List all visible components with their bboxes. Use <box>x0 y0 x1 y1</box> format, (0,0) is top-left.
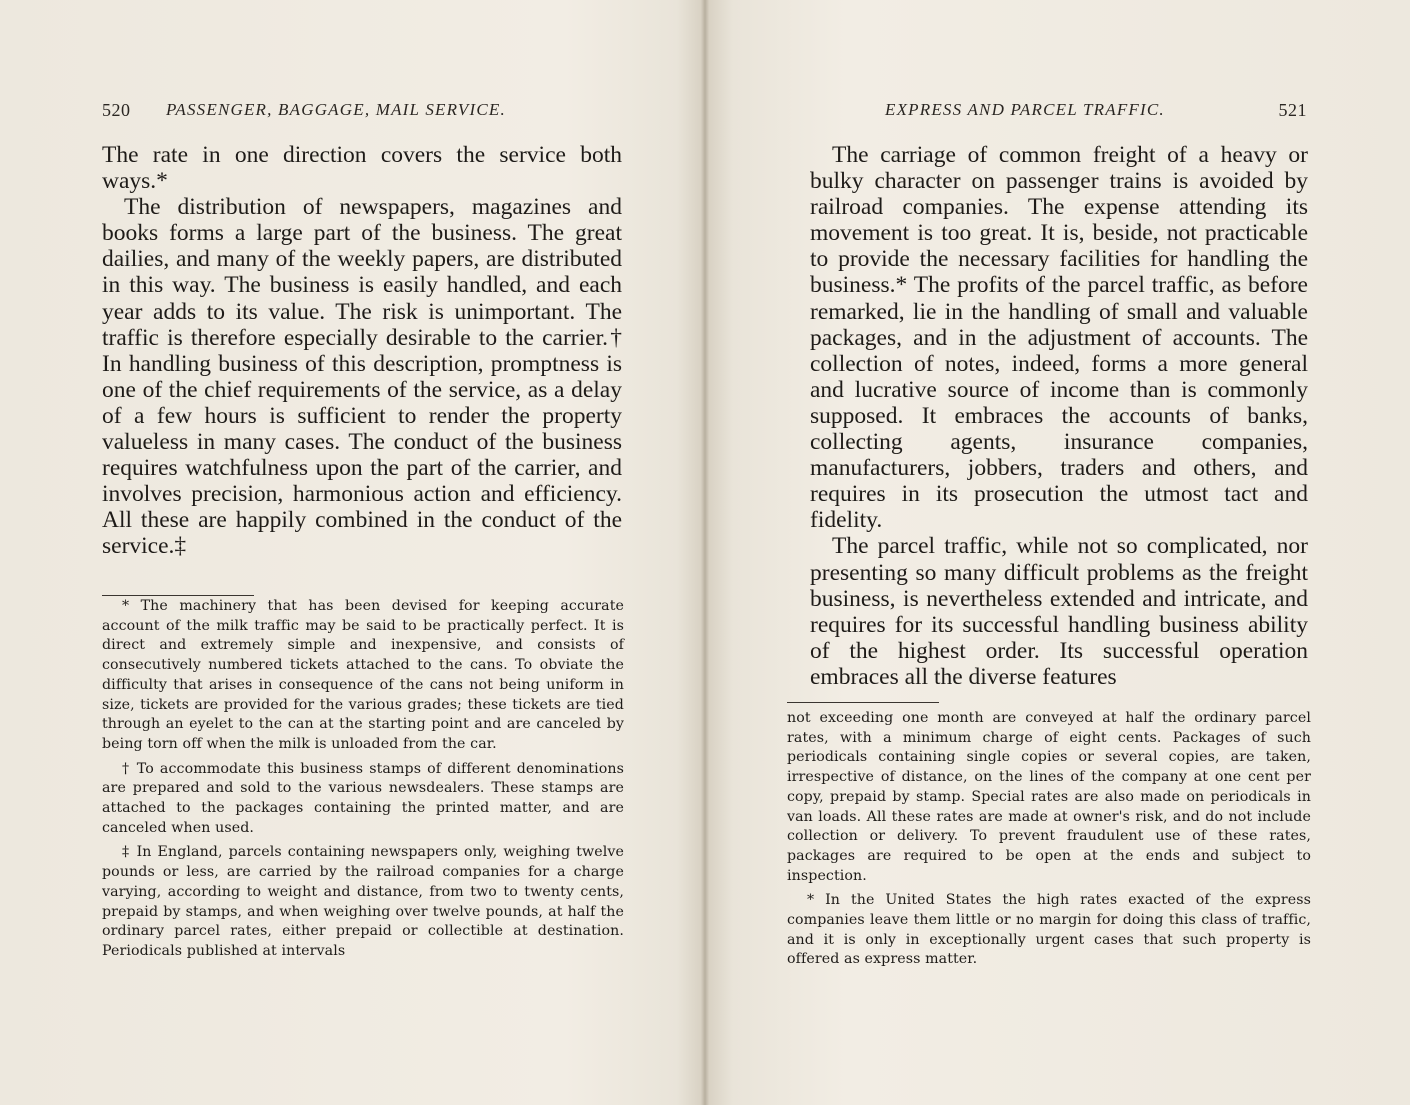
page-number: 520 <box>102 100 131 120</box>
footnote-rule <box>102 595 254 596</box>
running-head-left <box>102 100 622 124</box>
footnote: * In the United States the high rates exacted of the express companies leave them little or no margin for doing this class of traffic, and it is only in exceptionally urgent cases that such property is offered as express matter. <box>787 892 1311 968</box>
page-number: 521 <box>1278 100 1307 120</box>
footnote: ‡ In England, parcels containing newspapers only, weighing twelve pounds or less, are carried by the railroad companies for a charge varying, according to weight and distance, from two to twenty cents, prepaid by stamps, and when weighing over twelve pounds, at half the ordinary parcel rates, either prepaid or collectible at destination. Periodicals published at intervals <box>102 844 624 959</box>
paragraph: The rate in one direction covers the service both ways.* <box>102 142 622 195</box>
footnote: not exceeding one month are conveyed at half the ordinary parcel rates, with a minimum charge of eight cents. Packages of such periodicals containing single copies or several copies, are taken, irrespective of distance, on the lines of the company at one cent per copy, prepaid by stamp. Special rates are also made on periodicals in van loads. All these rates are made at owner's risk, and do not include collection or delivery. To prevent fraudulent use of these rates, packages are required to be open at the ends and subject to inspection. <box>787 710 1311 884</box>
body-text-left <box>102 142 622 560</box>
running-head-right <box>885 100 1307 124</box>
footnotes-left <box>102 597 624 967</box>
paragraph: The carriage of common freight of a heavy or bulky character on passenger trains is avoided by railroad companies. The expense attending its movement is too great. It is, beside, not practicable to provide the necessary facilities for handling the business.* The profits of the parcel traffic, as before remarked, lie in the handling of small and valuable packages, and in the adjustment of accounts. The collection of notes, indeed, forms a more general and lucrative source of income than is commonly supposed. It embraces the accounts of banks, collecting agents, insurance companies, manufacturers, jobbers, traders and others, and requires in its prosecution the utmost tact and fidelity. <box>810 142 1308 534</box>
running-title: PASSENGER, BAGGAGE, MAIL SERVICE. <box>166 100 506 119</box>
footnote: * The machinery that has been devised for keeping accurate account of the milk traffic may be said to be practically perfect. It is direct and extremely simple and inexpensive, and consists of consecutively numbered tickets attached to the cans. To obviate the difficulty that arises in consequence of the cans not being uniform in size, tickets are provided for the various grades; these tickets are tied through an eyelet to the can at the starting point and are canceled by being torn off when the milk is unloaded from the car. <box>102 598 624 752</box>
footnote-rule <box>787 702 939 703</box>
running-title: EXPRESS AND PARCEL TRAFFIC. <box>885 100 1165 119</box>
right-page <box>705 0 1410 1105</box>
footnotes-right <box>787 709 1311 975</box>
paragraph: The distribution of newspapers, magazines and books forms a large part of the business. The great dailies, and many of the weekly papers, are distributed in this way. The business is easily handled, and each year adds to its value. The risk is unimportant. The traffic is therefore especially desirable to the carrier.† In handling business of this description, promptness is one of the chief requirements of the service, as a delay of a few hours is sufficient to render the property valueless in many cases. The conduct of the business requires watchfulness upon the part of the carrier, and involves precision, harmonious action and efficiency. All these are happily combined in the conduct of the service.‡ <box>102 194 622 560</box>
footnote: † To accommodate this business stamps of different denominations are prepared and sold to the various newsdealers. These stamps are attached to the packages containing the printed matter, and are canceled when used. <box>102 760 624 836</box>
body-text-right <box>810 142 1308 690</box>
paragraph: The parcel traffic, while not so complicated, nor presenting so many difficult problems as the freight business, is nevertheless extended and intricate, and requires for its successful handling business ability of the highest order. Its successful operation embraces all the diverse features <box>810 533 1308 690</box>
